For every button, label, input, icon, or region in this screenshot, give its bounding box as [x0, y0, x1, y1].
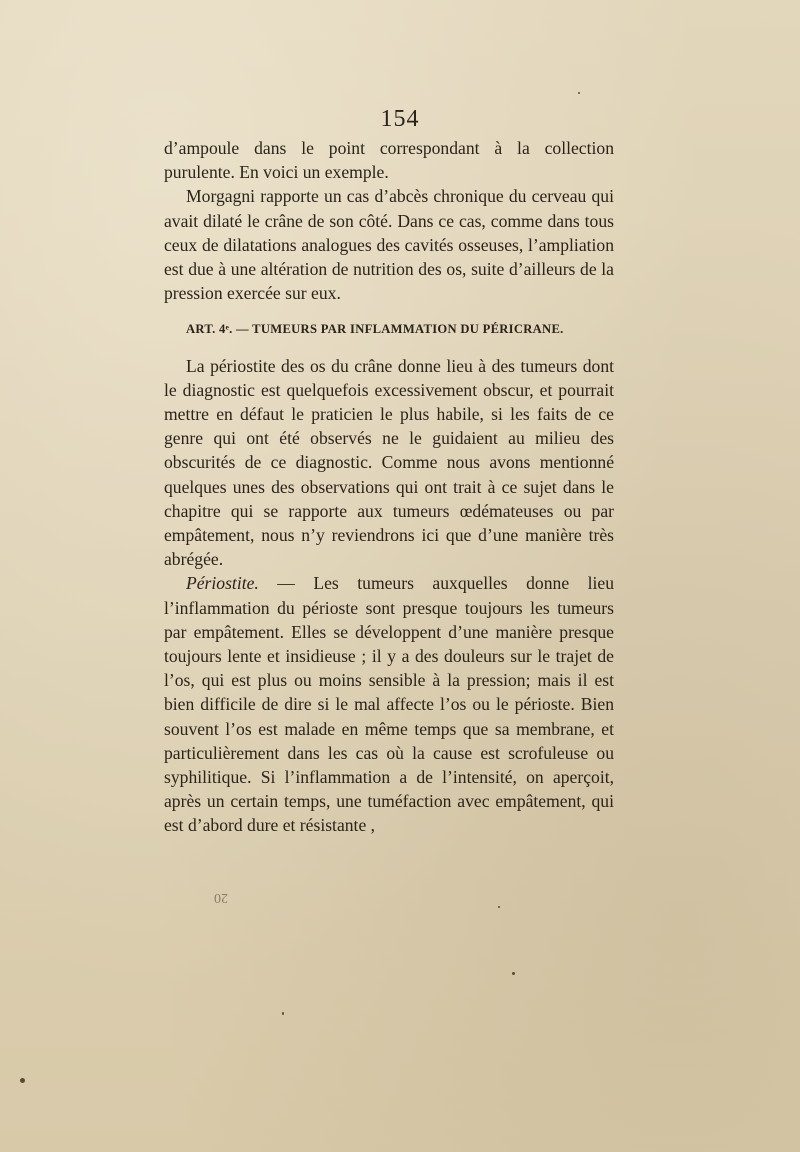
- paper-speck: [282, 1012, 284, 1015]
- page-number: 154: [380, 106, 420, 132]
- paper-speck: [498, 906, 500, 908]
- signature-mark: 20: [214, 890, 228, 905]
- paper-speck: [512, 972, 515, 975]
- body-text: [164, 136, 614, 838]
- periostite-text: — Les tumeurs auxquelles donne lieu l’inflammation du périoste sont presque toujours les tumeurs par empâtement. Elles se développent d’une manière presque toujours lente et insidieuse ; il y a des douleurs sur le trajet de l’os, qui est plus ou moins sensible à la pression; mais il est bien difficile de dire si le mal affecte l’os ou le périoste. Bien souvent l’os est malade en même temps que sa membrane, et particulièrement dans les cas où la cause est scrofuleuse ou syphilitique. Si l’inflammation a de l’intensité, on aperçoit, après un certain temps, une tuméfaction avec empâtement, qui est d’abord dure et résistante ,: [164, 573, 614, 836]
- paragraph-morgagni: Morgagni rapporte un cas d’abcès chronique du cerveau qui avait dilaté le crâne de son côté. Dans ce cas, comme dans tous ceux de dilatations analogues des cavités osseuses, l’ampliation est due à une altération de nutrition des os, suite d’ailleurs de la pression exercée sur eux.: [164, 186, 614, 304]
- paper-speck: [578, 92, 580, 94]
- paragraph-periostite-intro: La périostite des os du crâne donne lieu à des tumeurs dont le diagnostic est quelquefois excessivement obscur, et pourrait mettre en défaut le praticien le plus habile, si les faits de ce genre qui ont été observés ne le guidaient au milieu des obscurités de ce diagnostic. Comme nous avons mentionné quelques unes des observations qui ont trait à ce sujet dans le chapitre qui se rapporte aux tumeurs œdémateuses ou par empâtement, nous n’y reviendrons ici que d’une manière très abrégée.: [164, 355, 614, 570]
- paragraph-continuation: d’ampoule dans le point correspondant à la collection purulente. En voici un exemple.: [164, 138, 614, 183]
- periostite-lead: Périostite.: [186, 573, 259, 594]
- paper-speck: [20, 1078, 25, 1083]
- paragraph-periostite: [164, 571, 614, 837]
- section-heading: ART. 4ᵉ. — TUMEURS PAR INFLAMMATION DU PÉRICRANE.: [186, 322, 564, 337]
